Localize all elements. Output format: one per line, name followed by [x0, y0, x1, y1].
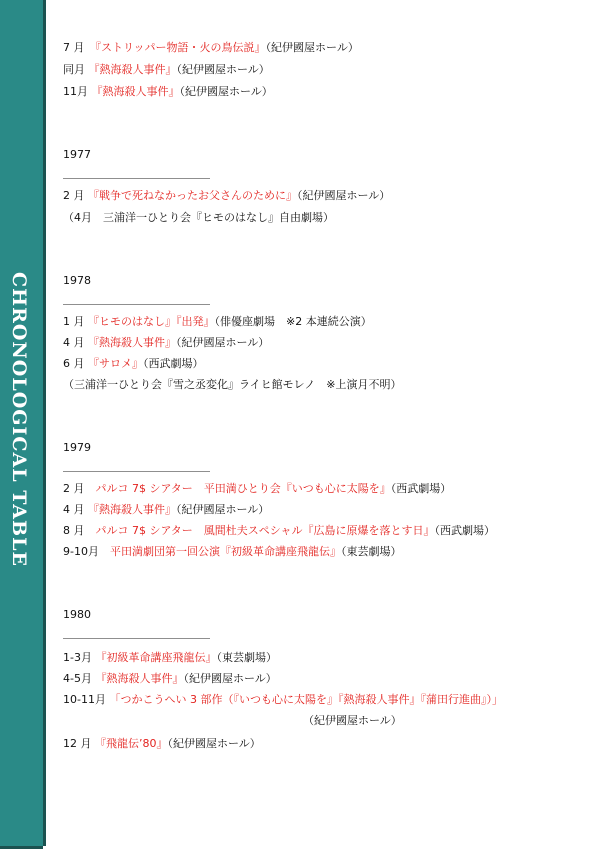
entry-line: 7 月 『ストリッパー物語・火の鳥伝説』（紀伊國屋ホール） — [63, 41, 359, 54]
year-heading: 1978 — [63, 274, 91, 287]
sidebar — [0, 0, 43, 846]
year-divider — [63, 178, 210, 179]
entry-line: 12 月 『飛龍伝’80』（紀伊國屋ホール） — [63, 737, 261, 750]
year-heading: 1977 — [63, 148, 91, 161]
entry-line: （4月 三浦洋一ひとり会『ヒモのはなし』自由劇場） — [63, 211, 334, 224]
entry-line: 2 月 パルコ 7$ シアター 平田満ひとり会『いつも心に太陽を』（西武劇場） — [63, 482, 452, 495]
entry-line: 4-5月 『熱海殺人事件』（紀伊國屋ホール） — [63, 672, 277, 685]
year-divider — [63, 471, 210, 472]
entry-line: 4 月 『熱海殺人事件』（紀伊國屋ホール） — [63, 503, 270, 516]
entry-line: 1 月 『ヒモのはなし』『出発』（俳優座劇場 ※2 本連続公演） — [63, 315, 372, 328]
entry-line: （三浦洋一ひとり会『雪之丞変化』ライヒ館モレノ ※上演月不明） — [63, 378, 402, 391]
entry-line: 10-11月 「つかこうへい 3 部作（『いつも心に太陽を』『熱海殺人事件』『蒲田行進曲』）」 — [63, 693, 503, 706]
entry-line: 1-3月 『初級革命講座飛龍伝』（東芸劇場） — [63, 651, 277, 664]
entry-line: （紀伊國屋ホール） — [303, 714, 402, 727]
sidebar-title: CHRONOLOGICAL TABLE — [8, 272, 30, 567]
entry-line: 2 月 『戦争で死ねなかったお父さんのために』（紀伊國屋ホール） — [63, 189, 391, 202]
year-heading: 1980 — [63, 608, 91, 621]
entry-line: 8 月 パルコ 7$ シアター 風間杜夫スペシャル『広島に原爆を落とす日』（西武劇場） — [63, 524, 495, 537]
entry-line: 4 月 『熱海殺人事件』（紀伊國屋ホール） — [63, 336, 270, 349]
year-heading: 1979 — [63, 441, 91, 454]
entry-line: 同月 『熱海殺人事件』（紀伊國屋ホール） — [63, 63, 270, 76]
year-divider — [63, 304, 210, 305]
entry-line: 6 月 『サロメ』（西武劇場） — [63, 357, 204, 370]
entry-line: 9-10月 平田満劇団第一回公演『初級革命講座飛龍伝』（東芸劇場） — [63, 545, 402, 558]
year-divider — [63, 638, 210, 639]
entry-line: 11月 『熱海殺人事件』（紀伊國屋ホール） — [63, 85, 273, 98]
